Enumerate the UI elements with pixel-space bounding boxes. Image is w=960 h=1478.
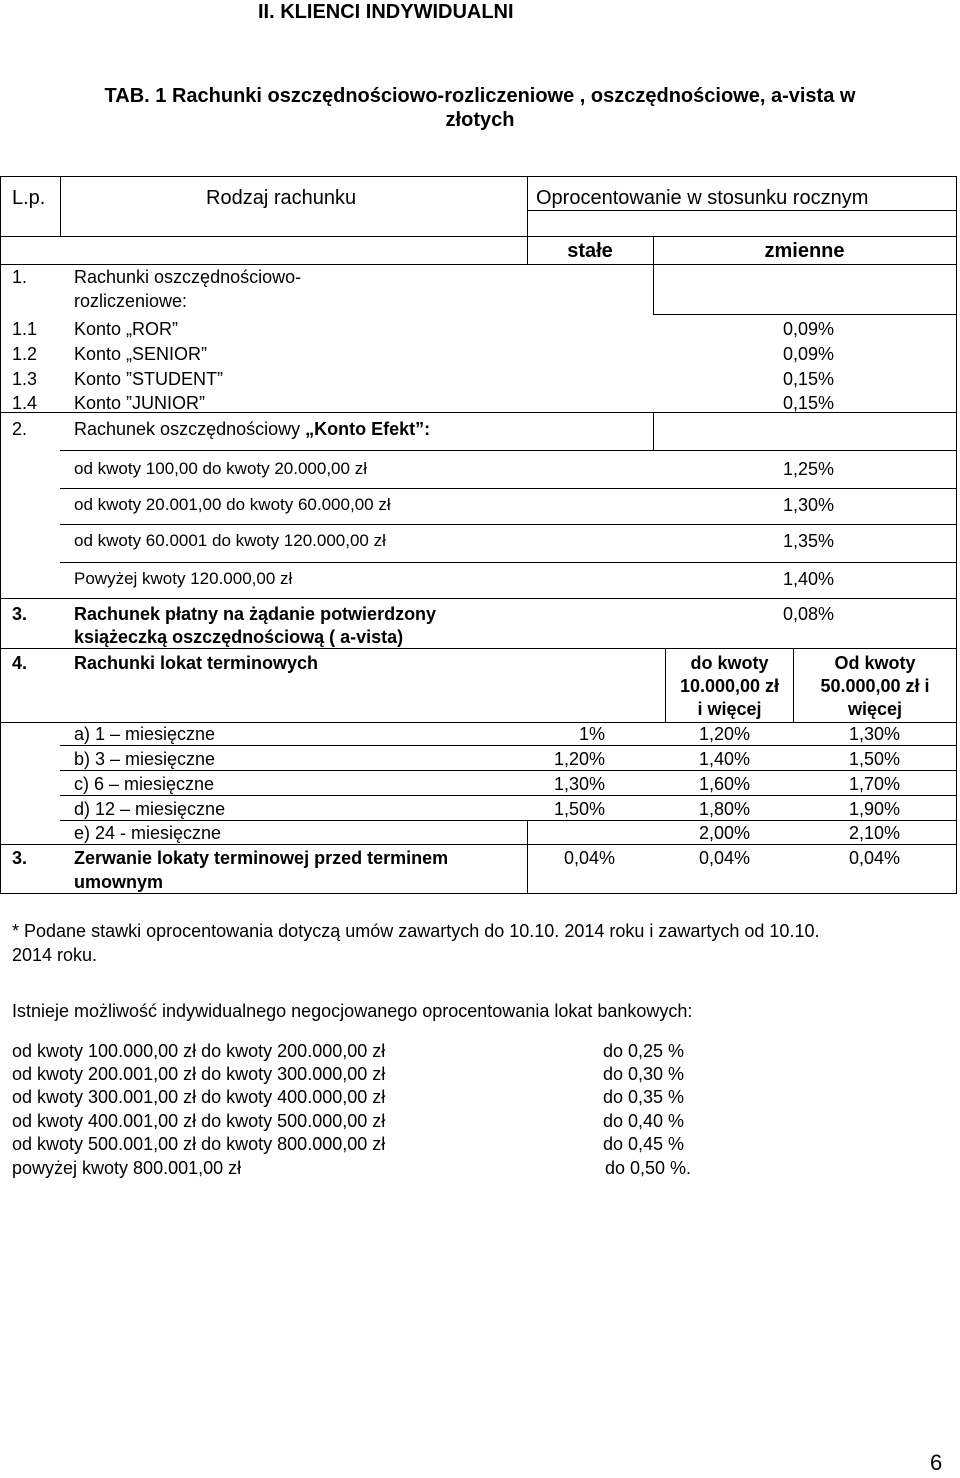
header-variable: zmienne	[764, 240, 845, 262]
s3-top	[0, 598, 957, 599]
s1-row2-rate: 0,09%	[782, 344, 834, 364]
s2-row1-range: od kwoty 100,00 do kwoty 20.000,00 zł	[74, 459, 367, 478]
s1-row4-num: 1.4	[12, 393, 38, 413]
s5-col-a: 0,04%	[698, 848, 750, 868]
s2-row3-rate: 1,35%	[782, 531, 834, 551]
s4-row-b-col-b: 1,50%	[848, 749, 900, 769]
s4-row-a-label: a) 1 – miesięczne	[74, 724, 216, 744]
footnote-line1: * Podane stawki oprocentowania dotyczą umów zawartych do 10.10. 2014 roku i zawartych od 10.10.	[12, 921, 820, 941]
lp-column-divider	[60, 176, 61, 236]
s4-row-c-label: c) 6 – miesięczne	[74, 774, 215, 794]
s4-top	[0, 648, 957, 649]
s4-row-b-label: b) 3 – miesięczne	[74, 749, 216, 769]
header-rate: Oprocentowanie w stosunku rocznym	[536, 187, 869, 209]
s4-row-d-base: 1,50%	[553, 799, 605, 819]
negotiation-intro: Istnieje możliwość indywidualnego negocjowanego oprocentowania lokat bankowych:	[12, 1001, 693, 1021]
neg-row1-range: od kwoty 100.000,00 zł do kwoty 200.000,00 zł	[12, 1041, 386, 1061]
s2-subrow-3	[60, 524, 957, 525]
s5-base: 0,04%	[563, 848, 615, 868]
s4-row-a-col-b: 1,30%	[848, 724, 900, 744]
subheader-divider	[0, 264, 957, 265]
s2-row3-range: od kwoty 60.0001 do kwoty 120.000,00 zł	[74, 531, 386, 550]
neg-row3-range: od kwoty 300.001,00 zł do kwoty 400.000,00 zł	[12, 1087, 386, 1107]
table-border-bottom	[0, 893, 957, 894]
s2-row1-rate: 1,25%	[782, 459, 834, 479]
s1-row1-num: 1.1	[12, 319, 38, 339]
neg-row1-rate: do 0,25 %	[603, 1041, 685, 1061]
s1-row2-num: 1.2	[12, 344, 38, 364]
s1-row3-rate: 0,15%	[782, 369, 834, 389]
neg-row6-rate: do 0,50 %.	[605, 1158, 692, 1178]
s4-col-b-line1: Od kwoty	[834, 653, 916, 673]
s4-row-line-4	[60, 820, 957, 821]
footnote-line2: 2014 roku.	[12, 945, 98, 965]
neg-row4-rate: do 0,40 %	[603, 1111, 685, 1131]
s2-row4-range: Powyżej kwoty 120.000,00 zł	[74, 569, 293, 588]
s4-row-e-col-a: 2,00%	[698, 823, 750, 843]
s4-row-line-1	[60, 745, 957, 746]
header-subdivider	[527, 210, 957, 211]
s5-title-line2: umownym	[74, 872, 164, 892]
header-fixed: stałe	[567, 240, 613, 262]
header-type: Rodzaj rachunku	[206, 187, 357, 209]
s1-title-divider	[653, 264, 654, 314]
neg-row5-rate: do 0,45 %	[603, 1134, 685, 1154]
s4-row-c-col-a: 1,60%	[698, 774, 750, 794]
neg-row5-range: od kwoty 500.001,00 zł do kwoty 800.000,00 zł	[12, 1134, 386, 1154]
s2-subrow-1	[60, 450, 957, 451]
s4-row-a-col-a: 1,20%	[698, 724, 750, 744]
s4-row-c-col-b: 1,70%	[848, 774, 900, 794]
s5-num: 3.	[12, 848, 28, 868]
neg-row3-rate: do 0,35 %	[603, 1087, 685, 1107]
s4-row-b-base: 1,20%	[553, 749, 605, 769]
s1-title-bottom	[653, 314, 957, 315]
s4-col-b-line2: 50.000,00 zł i	[820, 676, 930, 696]
s4-num: 4.	[12, 653, 28, 673]
s2-title-bold: „Konto Efekt”:	[305, 419, 431, 439]
neg-row2-rate: do 0,30 %	[603, 1064, 685, 1084]
s4-row-d-label: d) 12 – miesięczne	[74, 799, 226, 819]
s2-subrow-4	[60, 562, 957, 563]
s4-row-e-col-b: 2,10%	[848, 823, 900, 843]
s1-row3-name: Konto ”STUDENT”	[74, 369, 224, 389]
s1-row2-name: Konto „SENIOR”	[74, 344, 208, 364]
header-lp: L.p.	[12, 187, 46, 209]
s4-row-c-base: 1,30%	[553, 774, 605, 794]
s4-row-d-col-b: 1,90%	[848, 799, 900, 819]
header-divider	[0, 236, 957, 237]
neg-row6-range: powyżej kwoty 800.001,00 zł	[12, 1158, 242, 1178]
s4-col-a-line1: do kwoty	[690, 653, 769, 673]
s5-col-b: 0,04%	[848, 848, 900, 868]
s4-title: Rachunki lokat terminowych	[74, 653, 319, 673]
s2-title	[74, 418, 430, 440]
s1-num: 1.	[12, 267, 28, 287]
s5-title-line1: Zerwanie lokaty terminowej przed terminem	[74, 848, 449, 868]
neg-row4-range: od kwoty 400.001,00 zł do kwoty 500.000,00 zł	[12, 1111, 386, 1131]
s4-row-d-col-a: 1,80%	[698, 799, 750, 819]
table-border-top	[0, 176, 957, 177]
s4-col-a-line3: i więcej	[697, 699, 762, 719]
s1-row1-rate: 0,09%	[782, 319, 834, 339]
s3-title-line1: Rachunek płatny na żądanie potwierdzony	[74, 604, 437, 624]
page-heading: II. KLIENCI INDYWIDUALNI	[258, 1, 514, 23]
s1-title-line2: rozliczeniowe:	[74, 291, 188, 311]
s4-row-b-col-a: 1,40%	[698, 749, 750, 769]
s4-row-line-3	[60, 795, 957, 796]
s1-row4-rate: 0,15%	[782, 393, 834, 413]
s2-title-divider	[653, 412, 654, 450]
s2-row4-rate: 1,40%	[782, 569, 834, 589]
s3-rate: 0,08%	[782, 604, 834, 624]
s2-num: 2.	[12, 419, 28, 439]
s3-title-line2: książeczką oszczędnościową ( a-vista)	[74, 627, 404, 647]
table-title-line1: TAB. 1 Rachunki oszczędnościowo-rozliczeniowe , oszczędnościowe, a-vista w	[104, 85, 856, 107]
s2-row2-rate: 1,30%	[782, 495, 834, 515]
s4-col-b-line3: więcej	[847, 699, 903, 719]
page-number: 6	[930, 1450, 943, 1475]
s2-subrow-2	[60, 488, 957, 489]
s2-title-prefix: Rachunek oszczędnościowy	[74, 419, 306, 439]
neg-row2-range: od kwoty 200.001,00 zł do kwoty 300.000,00 zł	[12, 1064, 386, 1084]
s1-row1-name: Konto „ROR”	[74, 319, 179, 339]
table-title-line2: złotych	[445, 109, 515, 131]
s1-title-line1: Rachunki oszczędnościowo-	[74, 267, 302, 287]
s4-row-a-base: 1%	[578, 724, 605, 744]
s1-row3-num: 1.3	[12, 369, 38, 389]
s4-row-e-label: e) 24 - miesięczne	[74, 823, 222, 843]
s5-top	[0, 844, 957, 845]
table-border-right	[956, 176, 957, 894]
s2-row2-range: od kwoty 20.001,00 do kwoty 60.000,00 zł	[74, 495, 391, 514]
s1-row4-name: Konto ”JUNIOR”	[74, 393, 206, 413]
s4-col-a-line2: 10.000,00 zł	[679, 676, 780, 696]
s4-row-line-2	[60, 770, 957, 771]
s3-num: 3.	[12, 604, 28, 624]
table-border-left	[0, 176, 1, 894]
